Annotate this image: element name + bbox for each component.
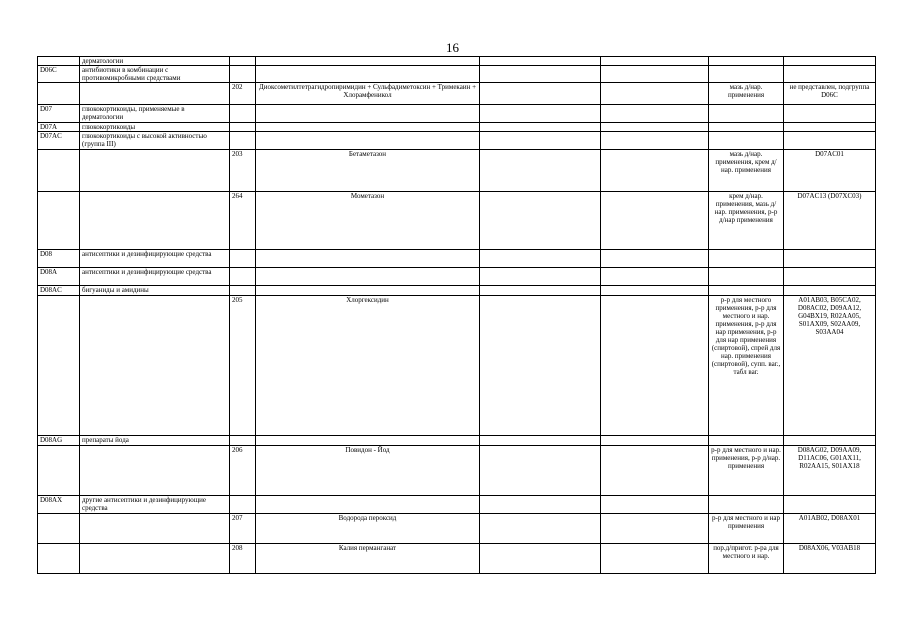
dosage-form-cell <box>709 66 784 83</box>
empty-cell <box>601 268 709 286</box>
table-row <box>38 132 876 150</box>
atc-note-cell <box>784 496 876 514</box>
dosage-form-cell <box>709 268 784 286</box>
item-number-cell: 206 <box>230 446 256 496</box>
empty-cell <box>601 544 709 574</box>
drug-name-cell <box>256 132 480 150</box>
empty-cell <box>480 286 601 296</box>
atc-note-cell: D07AC01 <box>784 150 876 192</box>
drug-name-cell: Мометазон <box>256 192 480 250</box>
group-description-cell <box>80 514 230 544</box>
drug-name-cell: Диоксометилтетрагидропиримидин + Сульфадиметоксин + Тримекаин + Хлорамфеникол <box>256 83 480 105</box>
atc-note-cell <box>784 268 876 286</box>
atc-note-cell <box>784 57 876 66</box>
empty-cell <box>601 286 709 296</box>
empty-cell <box>601 192 709 250</box>
empty-cell <box>601 57 709 66</box>
item-number-cell: 208 <box>230 544 256 574</box>
dosage-form-cell: р-р для местного и нар. применения, р-р д/нар. применения <box>709 446 784 496</box>
group-description-cell <box>80 192 230 250</box>
group-description-cell: антисептики и дезинфицирующие средства <box>80 268 230 286</box>
atc-code-cell <box>38 446 80 496</box>
atc-note-cell <box>784 286 876 296</box>
drug-name-cell <box>256 496 480 514</box>
group-description-cell <box>80 296 230 436</box>
empty-cell <box>480 105 601 123</box>
drug-name-cell: Бетаметазон <box>256 150 480 192</box>
dosage-form-cell: р-р для местного и нар применения <box>709 514 784 544</box>
atc-code-cell <box>38 57 80 66</box>
empty-cell <box>480 496 601 514</box>
item-number-cell <box>230 123 256 132</box>
empty-cell <box>480 132 601 150</box>
group-description-cell: антисептики и дезинфицирующие средства <box>80 250 230 268</box>
empty-cell <box>601 436 709 446</box>
empty-cell <box>480 514 601 544</box>
empty-cell <box>480 57 601 66</box>
drug-name-cell <box>256 268 480 286</box>
atc-code-cell: D08A <box>38 268 80 286</box>
drug-name-cell: Повидон - Йод <box>256 446 480 496</box>
empty-cell <box>601 83 709 105</box>
atc-code-cell <box>38 544 80 574</box>
table-row <box>38 83 876 105</box>
dosage-form-cell <box>709 436 784 446</box>
group-description-cell: глюкокортикоиды, применяемые в дерматологии <box>80 105 230 123</box>
atc-code-cell: D08AG <box>38 436 80 446</box>
atc-code-cell <box>38 83 80 105</box>
dosage-form-cell: р-р для местного применения, р-р для местного и нар. применения, р-р для нар применения, р-р для нар применения (спиртовой), спрей для нар. применения (спиртовой), супп. ваг., табл ваг. <box>709 296 784 436</box>
empty-cell <box>480 544 601 574</box>
table-row <box>38 496 876 514</box>
atc-code-cell <box>38 192 80 250</box>
empty-cell <box>601 105 709 123</box>
dosage-form-cell: мазь д/нар. применения <box>709 83 784 105</box>
dosage-form-cell <box>709 286 784 296</box>
item-number-cell: 205 <box>230 296 256 436</box>
atc-note-cell <box>784 132 876 150</box>
table-row <box>38 105 876 123</box>
empty-cell <box>480 123 601 132</box>
table-row <box>38 250 876 268</box>
drug-name-cell <box>256 57 480 66</box>
empty-cell <box>601 496 709 514</box>
table-row <box>38 57 876 66</box>
group-description-cell: другие антисептики и дезинфицирующие средства <box>80 496 230 514</box>
group-description-cell: дерматологии <box>80 57 230 66</box>
dosage-form-cell <box>709 132 784 150</box>
empty-cell <box>601 250 709 268</box>
atc-code-cell: D07A <box>38 123 80 132</box>
group-description-cell <box>80 544 230 574</box>
atc-note-cell <box>784 66 876 83</box>
dosage-form-cell <box>709 250 784 268</box>
atc-note-cell: не представлен, подгруппа D06C <box>784 83 876 105</box>
item-number-cell <box>230 496 256 514</box>
atc-code-cell: D08 <box>38 250 80 268</box>
atc-note-cell <box>784 436 876 446</box>
atc-note-cell: D08AG02, D09AA09, D11AC06, G01AX11, R02AA15, S01AX18 <box>784 446 876 496</box>
atc-note-cell <box>784 105 876 123</box>
table-row <box>38 268 876 286</box>
item-number-cell <box>230 286 256 296</box>
empty-cell <box>601 296 709 436</box>
atc-code-cell <box>38 514 80 544</box>
atc-note-cell <box>784 123 876 132</box>
item-number-cell <box>230 57 256 66</box>
empty-cell <box>480 436 601 446</box>
atc-code-cell: D08AX <box>38 496 80 514</box>
group-description-cell: бигуаниды и амидины <box>80 286 230 296</box>
empty-cell <box>480 268 601 286</box>
drug-name-cell <box>256 105 480 123</box>
table-row <box>38 150 876 192</box>
empty-cell <box>601 66 709 83</box>
table-row <box>38 66 876 83</box>
drug-table <box>37 56 876 574</box>
item-number-cell: 202 <box>230 83 256 105</box>
item-number-cell: 207 <box>230 514 256 544</box>
empty-cell <box>480 446 601 496</box>
group-description-cell <box>80 150 230 192</box>
atc-note-cell: D07AC13 (D07XC03) <box>784 192 876 250</box>
empty-cell <box>601 132 709 150</box>
item-number-cell <box>230 250 256 268</box>
table-row <box>38 436 876 446</box>
atc-note-cell: D08AX06, V03AB18 <box>784 544 876 574</box>
empty-cell <box>480 83 601 105</box>
empty-cell <box>480 192 601 250</box>
atc-code-cell <box>38 296 80 436</box>
group-description-cell: глюкокортикоиды с высокой активностью (группа III) <box>80 132 230 150</box>
empty-cell <box>480 66 601 83</box>
atc-note-cell: A01AB02, D08AX01 <box>784 514 876 544</box>
table-row <box>38 123 876 132</box>
table-row <box>38 544 876 574</box>
table-row <box>38 286 876 296</box>
item-number-cell <box>230 268 256 286</box>
group-description-cell: препараты йода <box>80 436 230 446</box>
table-row <box>38 296 876 436</box>
drug-name-cell: Хлоргексидин <box>256 296 480 436</box>
drug-name-cell: Водорода пероксид <box>256 514 480 544</box>
empty-cell <box>601 123 709 132</box>
atc-code-cell: D06C <box>38 66 80 83</box>
dosage-form-cell <box>709 123 784 132</box>
table-row <box>38 514 876 544</box>
empty-cell <box>480 296 601 436</box>
dosage-form-cell <box>709 57 784 66</box>
item-number-cell <box>230 436 256 446</box>
drug-name-cell <box>256 436 480 446</box>
drug-name-cell <box>256 66 480 83</box>
dosage-form-cell <box>709 105 784 123</box>
group-description-cell: антибиотики в комбинации с противомикробными средствами <box>80 66 230 83</box>
dosage-form-cell <box>709 496 784 514</box>
drug-name-cell <box>256 286 480 296</box>
atc-code-cell: D07 <box>38 105 80 123</box>
drug-name-cell: Калия перманганат <box>256 544 480 574</box>
atc-note-cell: A01AB03, B05CA02, D08AC02, D09AA12, G04BX19, R02AA05, S01AX09, S02AA09, S03AA04 <box>784 296 876 436</box>
drug-name-cell <box>256 250 480 268</box>
item-number-cell: 203 <box>230 150 256 192</box>
group-description-cell: глюкокортикоиды <box>80 123 230 132</box>
empty-cell <box>480 150 601 192</box>
item-number-cell <box>230 132 256 150</box>
atc-note-cell <box>784 250 876 268</box>
drug-name-cell <box>256 123 480 132</box>
empty-cell <box>601 514 709 544</box>
atc-code-cell: D08AC <box>38 286 80 296</box>
item-number-cell <box>230 105 256 123</box>
dosage-form-cell: мазь д/нар. применения, крем д/нар. применения <box>709 150 784 192</box>
item-number-cell <box>230 66 256 83</box>
dosage-form-cell: пор.д/пригот. р-ра для местного и нар. <box>709 544 784 574</box>
atc-code-cell: D07AC <box>38 132 80 150</box>
group-description-cell <box>80 83 230 105</box>
empty-cell <box>601 150 709 192</box>
page-number: 16 <box>446 40 459 55</box>
dosage-form-cell: крем д/нар. применения, мазь д/нар. применения, р-р д/нар применения <box>709 192 784 250</box>
empty-cell <box>480 250 601 268</box>
item-number-cell: 264 <box>230 192 256 250</box>
atc-code-cell <box>38 150 80 192</box>
table-row <box>38 446 876 496</box>
table-row <box>38 192 876 250</box>
group-description-cell <box>80 446 230 496</box>
empty-cell <box>601 446 709 496</box>
